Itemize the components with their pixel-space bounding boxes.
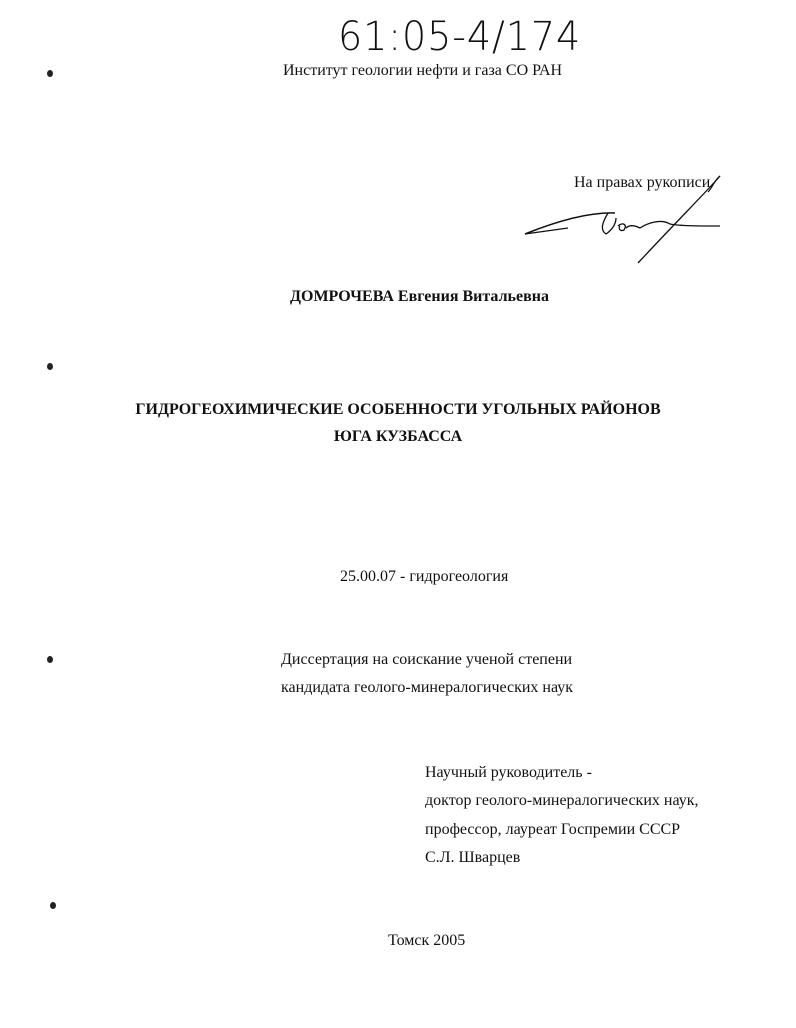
supervisor-line: Научный руководитель -: [425, 764, 592, 781]
binding-dot: [50, 902, 56, 909]
thesis-title-line: ГИДРОГЕОХИМИЧЕСКИЕ ОСОБЕННОСТИ УГОЛЬНЫХ РАЙОНОВ: [135, 401, 661, 418]
institute-name: Институт геологии нефти и газа СО РАН: [283, 62, 563, 79]
binding-dot: [47, 363, 53, 370]
dissertation-degree-line: Диссертация на соискание ученой степени: [281, 651, 573, 668]
place-and-year: Томск 2005: [388, 932, 466, 949]
dissertation-degree-line: кандидата геолого-минералогических наук: [281, 679, 574, 696]
author-name: ДОМРОЧЕВА Евгения Витальевна: [290, 288, 549, 305]
manuscript-rights-note: На правах рукописи: [574, 174, 711, 191]
handwritten-archive-number: 61:05-4/174: [338, 14, 582, 60]
supervisor-line: доктор геолого-минералогических наук,: [425, 792, 699, 809]
specialty-code: 25.00.07 - гидрогеология: [340, 568, 509, 585]
binding-dot: [47, 70, 53, 77]
binding-dot: [47, 656, 53, 663]
supervisor-name: С.Л. Шварцев: [425, 849, 521, 866]
supervisor-line: профессор, лауреат Госпремии СССР: [425, 821, 681, 838]
signature: [520, 168, 730, 268]
thesis-title-line: ЮГА КУЗБАССА: [333, 428, 463, 445]
